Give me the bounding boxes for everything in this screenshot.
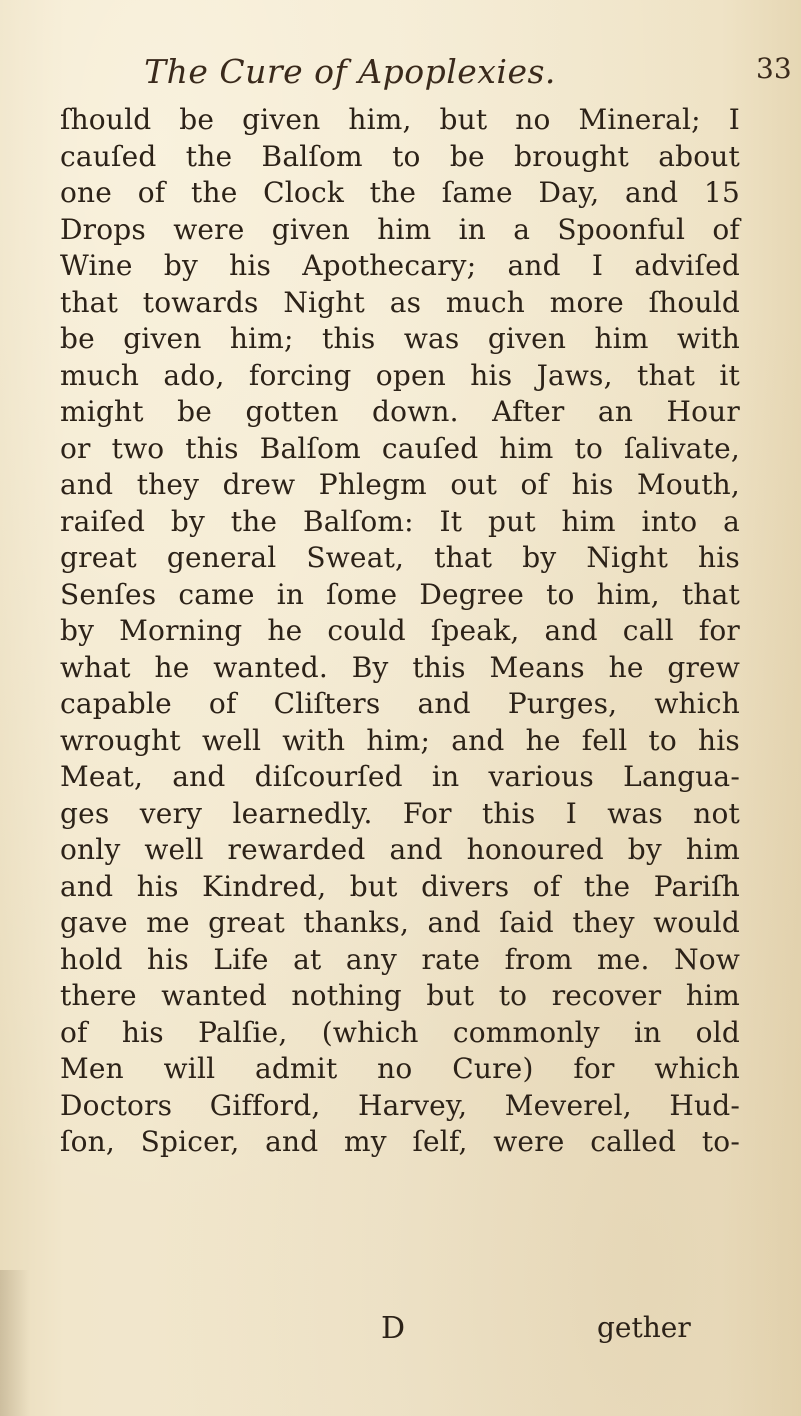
text-line: Meat, and diſcourſed in various Langua- — [60, 760, 740, 793]
text-line: much ado, forcing open his Jaws, that it — [60, 358, 740, 392]
text-line: Senſes came in ſome Degree to him, that — [60, 577, 740, 611]
text-line: one of the Clock the ſame Day, and 15 — [60, 176, 740, 209]
text-line: Doctors Gifford, Harvey, Meverel, Hud- — [60, 1088, 740, 1122]
text-line: or two this Balſom cauſed him to ſalivate, — [60, 431, 740, 465]
text-line: that towards Night as much more ſhould — [60, 285, 740, 319]
text-line: cauſed the Balſom to be brought about — [60, 139, 740, 173]
text-line: raiſed by the Balſom: It put him into a — [60, 504, 740, 538]
text-line: hold his Life at any rate from me. Now — [60, 942, 740, 976]
text-line: there wanted nothing but to recover him — [60, 979, 740, 1012]
signature-mark: D — [381, 1311, 406, 1346]
text-line: ſon, Spicer, and my ſelf, were called to- — [60, 1125, 740, 1158]
text-line: and his Kindred, but divers of the Pariſh — [60, 869, 740, 903]
text-line: by Morning he could ſpeak, and call for — [60, 614, 740, 647]
text-line: only well rewarded and honoured by him — [60, 833, 740, 866]
text-line: wrought well with him; and he fell to his — [60, 723, 740, 757]
text-line: Wine by his Apothecary; and I adviſed — [60, 249, 740, 282]
text-line: Men will admit no Cure) for which — [60, 1052, 740, 1085]
page-header — [0, 52, 801, 96]
text-line: be given him; this was given him with — [60, 322, 740, 355]
body-text — [60, 102, 740, 1161]
text-line: ges very learnedly. For this I was not — [60, 796, 740, 830]
text-line: might be gotten down. After an Hour — [60, 395, 740, 428]
text-line: gave me great thanks, and ſaid they would — [60, 906, 740, 939]
text-line: of his Palſie, (which commonly in old — [60, 1015, 740, 1049]
text-line: great general Sweat, that by Night his — [60, 541, 740, 574]
text-line: capable of Cliſters and Purges, which — [60, 687, 740, 720]
text-line: what he wanted. By this Means he grew — [60, 650, 740, 684]
page-number: 33 — [756, 52, 792, 85]
text-line: Drops were given him in a Spoonful of — [60, 212, 740, 246]
text-line: and they drew Phlegm out of his Mouth, — [60, 468, 740, 501]
text-line: ſhould be given him, but no Mineral; I — [60, 103, 740, 136]
page-footer — [0, 1311, 801, 1351]
running-head: The Cure of Apoplexies. — [144, 52, 556, 91]
catchword: gether — [597, 1311, 691, 1344]
